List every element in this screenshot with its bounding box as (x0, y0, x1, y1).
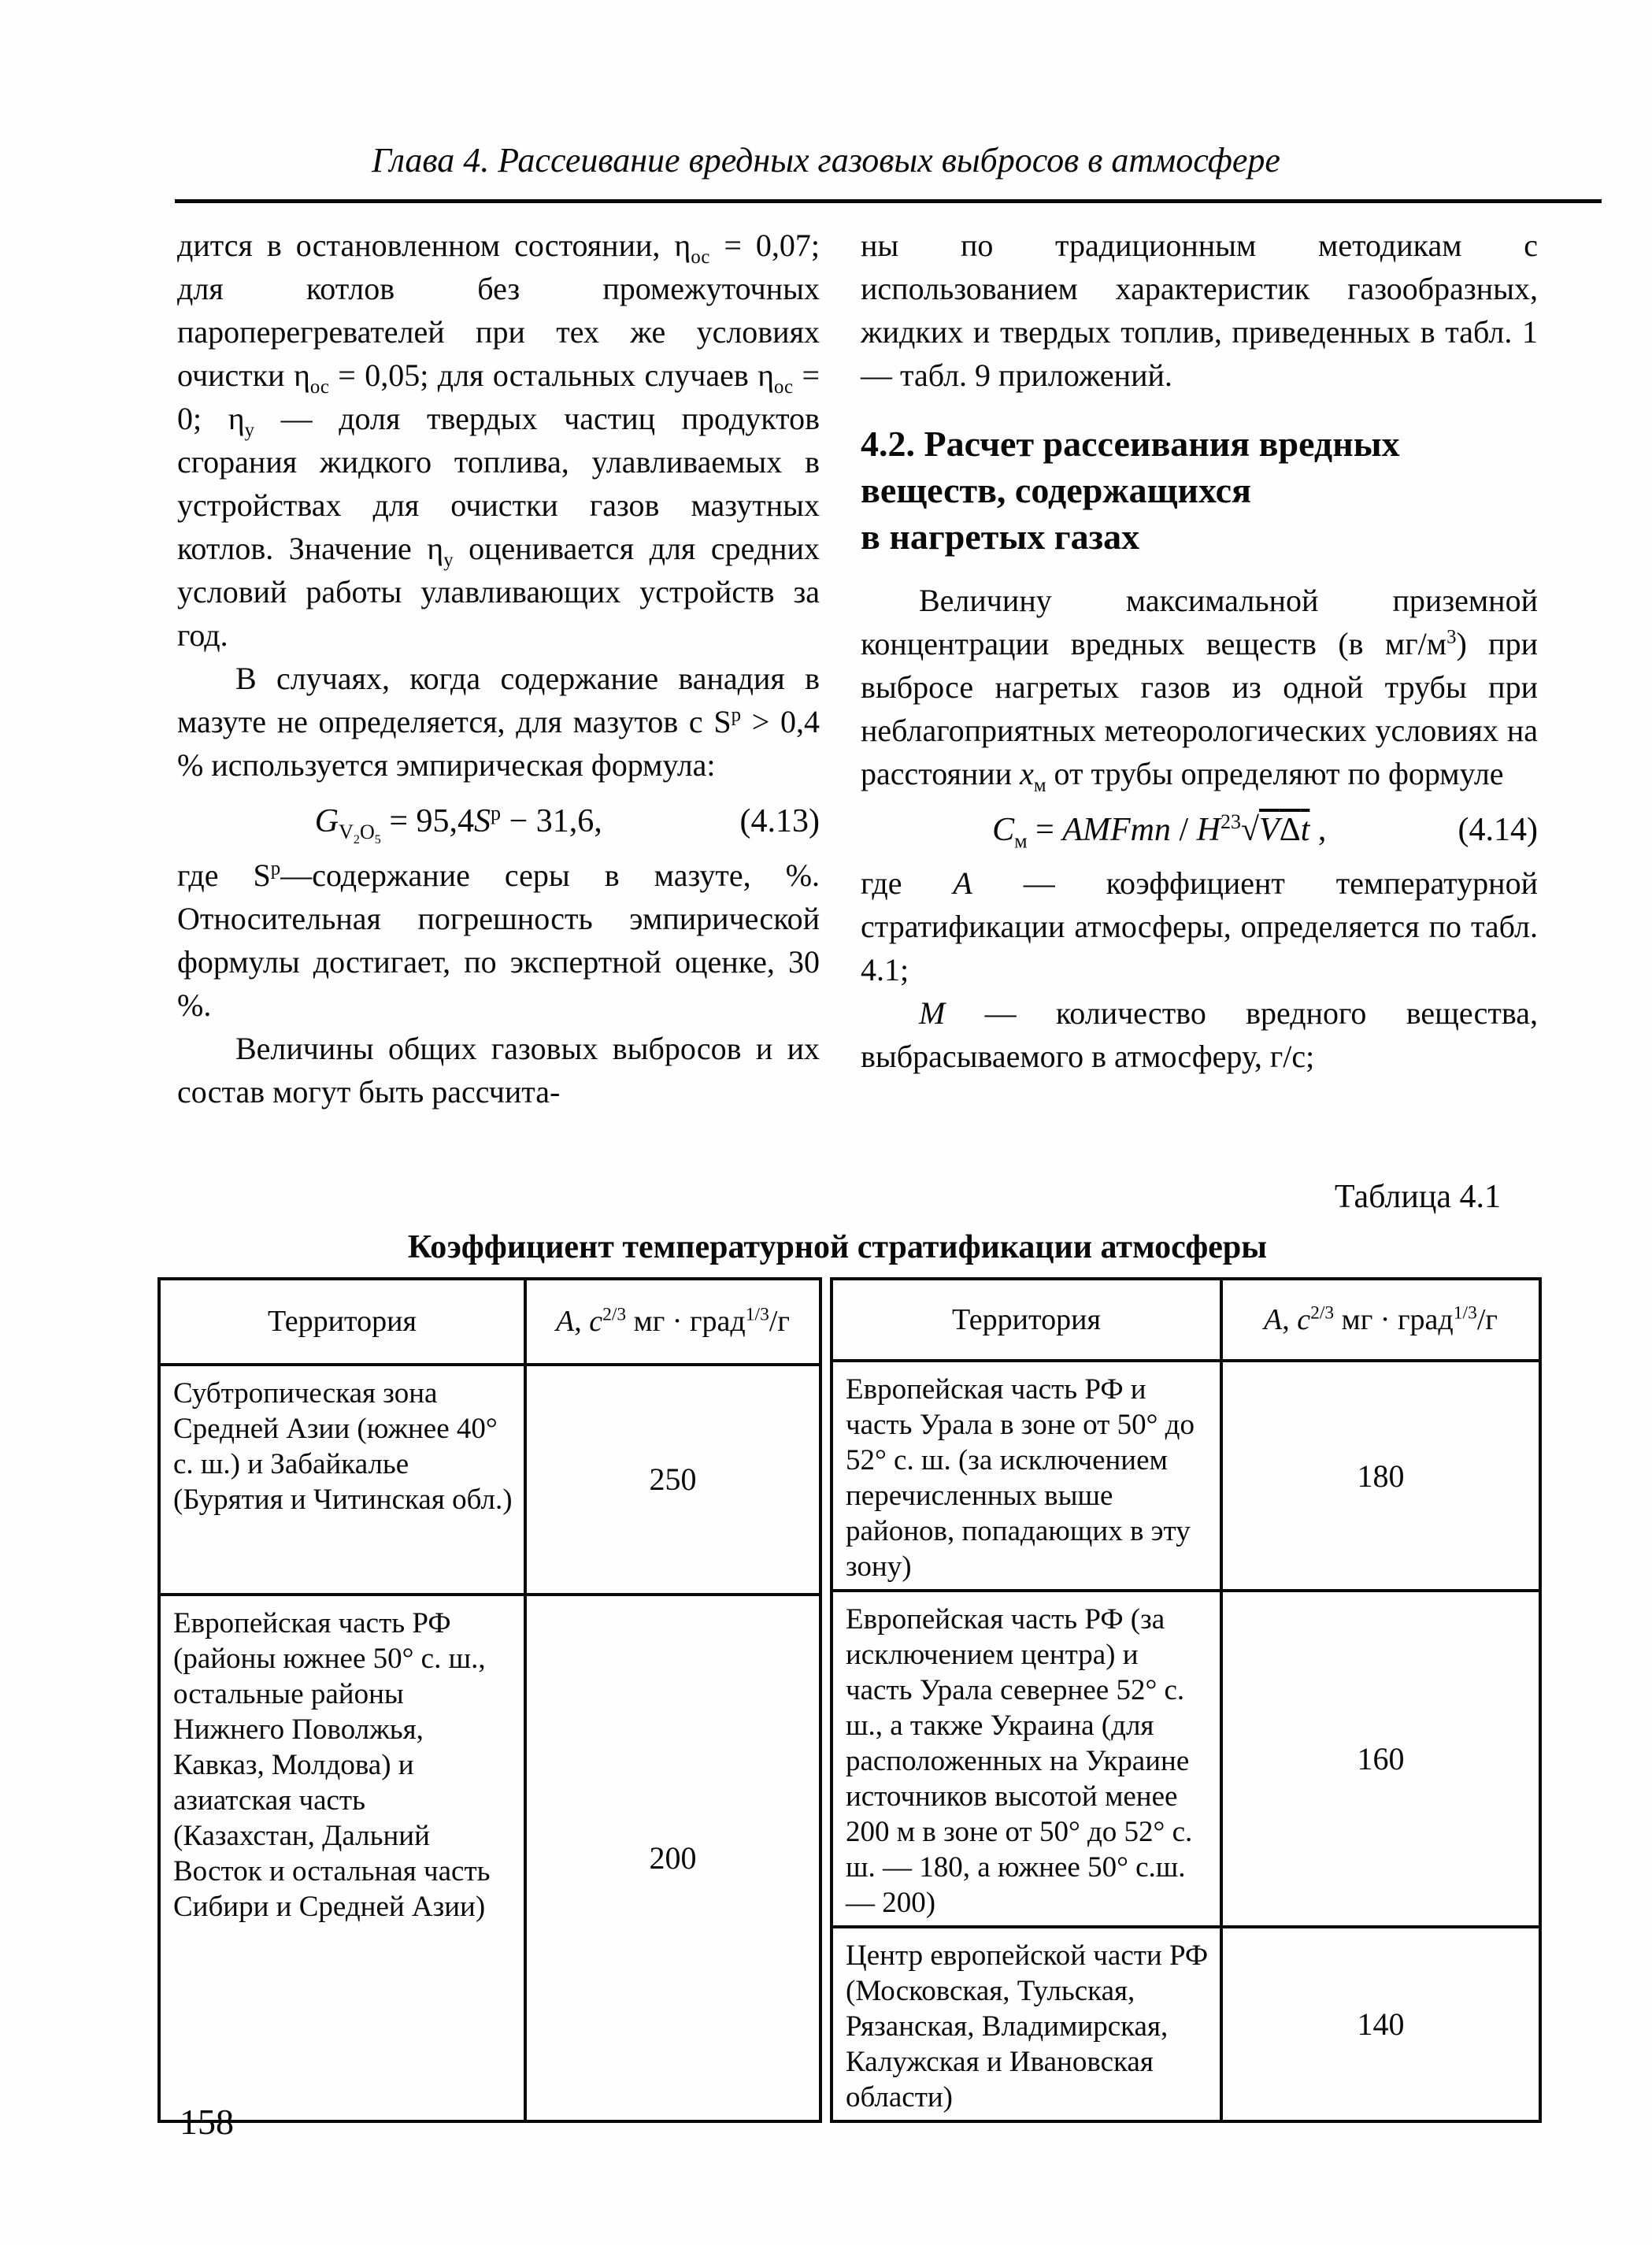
paragraph-max-concentration: Величину максимальной приземной концентрации вредных веществ (в $мг/м^3$) при выбросе нагретых газов из одной трубы при неблагоприятных метеорологических условиях на расстоянии $x_м$ от трубы определяют по формуле (861, 583, 1538, 796)
table-row (159, 1595, 820, 2121)
territory-cell: Европейская часть РФ (районы южнее 50° с. ш., остальные районы Нижнего Поволжья, Кавказ, Молдова) и азиатская часть (Казахстан, Дальний Восток и остальная часть Сибири и Средней Азии) (159, 1595, 525, 2121)
table-title: Коэффициент температурной стратификации атмосферы (407, 1229, 1268, 1265)
paragraph-sulfur-note: где $S^р—содержание$ серы в мазуте, %. Относительная погрешность эмпирической формулы достигает, по экспертной оценке, 30 %. (177, 857, 820, 1023)
paragraph-m-definition: М — количество вредного вещества, выбрасываемого в атмосферу, г/с; (861, 995, 1538, 1074)
paragraph-emissions: Величины общих газовых выбросов и их состав могут быть рассчита- (177, 1030, 820, 1110)
table-row (832, 1361, 1540, 1591)
coefficient-cell: 160 (1221, 1591, 1540, 1927)
territory-cell: Субтропическая зона Средней Азии (южнее 40° с. ш.) и Забайкалье (Бурятия и Читинская обл.) (159, 1365, 525, 1595)
right-column (861, 224, 1538, 1113)
col-header-coefficient: A, $c^{2/3}$ мг · град$^{1/3}$/г (1221, 1279, 1540, 1361)
table-header-row (159, 1279, 820, 1365)
formula-4-14-number: (4.14) (1458, 812, 1538, 848)
left-column (177, 224, 820, 1113)
col-header-territory: Территория (159, 1279, 525, 1365)
territory-cell: Европейская часть РФ (за исключением центра) и часть Урала севернее 52° с. ш., а также Украина (для расположенных на Украине источников высотой менее 200 м в зоне от 50° до 52° с. ш. — 180, а южнее 50° с.ш. — 200) (832, 1591, 1221, 1927)
stratification-table-left (157, 1277, 822, 2123)
paragraph-vanadium: В случаях, когда содержание ванадия в мазуте не определяется, для мазутов с $S^р > 0,4$ % используется эмпирическая формула: (177, 661, 820, 783)
coefficient-cell: 200 (525, 1595, 820, 2121)
formula-4-14 (861, 810, 1538, 853)
coefficient-cell: 180 (1221, 1361, 1540, 1591)
territory-cell: Центр европейской части РФ (Московская, Тульская, Рязанская, Владимирская, Калужская и Ивановская области) (832, 1927, 1221, 2121)
running-header: Глава 4. Рассеивание вредных газовых выбросов в атмосфере (372, 141, 1280, 180)
territory-cell: Европейская часть РФ и часть Урала в зоне от 50° до 52° с. ш. (за исключением перечисленных выше районов, попадающих в эту зону) (832, 1361, 1221, 1591)
page-number: 158 (180, 2102, 234, 2142)
header-rule (175, 199, 1602, 203)
formula-4-13-number: (4.13) (739, 803, 820, 840)
col-header-coefficient: A, $c^{2/3}$ мг · град$^{1/3}$/г (525, 1279, 820, 1365)
table-caption: Таблица 4.1 (1334, 1179, 1501, 1215)
section-heading-4-2: 4.2. Расчет рассеивания вредных веществ, содержащихся в нагретых газах (861, 424, 1400, 557)
table-row (832, 1591, 1540, 1927)
paragraph-continuation-right: ны по традиционным методикам с использованием характеристик газообразных, жидких и твердых топлив, приведенных в табл. 1 — табл. 9 приложений. (861, 228, 1538, 393)
table-row (832, 1927, 1540, 2121)
formula-4-13 (177, 802, 820, 847)
stratification-table-right (830, 1277, 1542, 2123)
stratification-table (157, 1277, 1542, 2123)
paragraph-coef-a: где A — коэффициент температурной стратификации атмосферы, определяется по табл. 4.1; (861, 865, 1538, 987)
coefficient-cell: 250 (525, 1365, 820, 1595)
formula-4-13-body: $G_{V_2O_5} = 95,4S^р - 31,6$, (314, 802, 602, 847)
two-column-body (177, 224, 1538, 1113)
table-row (159, 1365, 820, 1595)
paragraph-continuation: дится в остановленном состоянии, $\eta_{ос} = 0,07$; для котлов без промежуточных пароперегревателей при тех же условиях очистки $\eta_{ос} = 0,05$; для остальных случаев $\eta_{ос} = 0$; $\eta_у$ — доля твердых частиц продуктов сгорания жидкого топлива, улавливаемых в устройствах для очистки газов мазутных котлов. Значение $\eta_у$ оценивается для средних условий работы улавливающих устройств за год. (177, 228, 820, 653)
coefficient-cell: 140 (1221, 1927, 1540, 2121)
formula-4-14-body: $C_м$ = AMFmn / $H^{23}√V\Delta t$ , (992, 810, 1327, 853)
table-header-row (832, 1279, 1540, 1361)
col-header-territory: Территория (832, 1279, 1221, 1361)
